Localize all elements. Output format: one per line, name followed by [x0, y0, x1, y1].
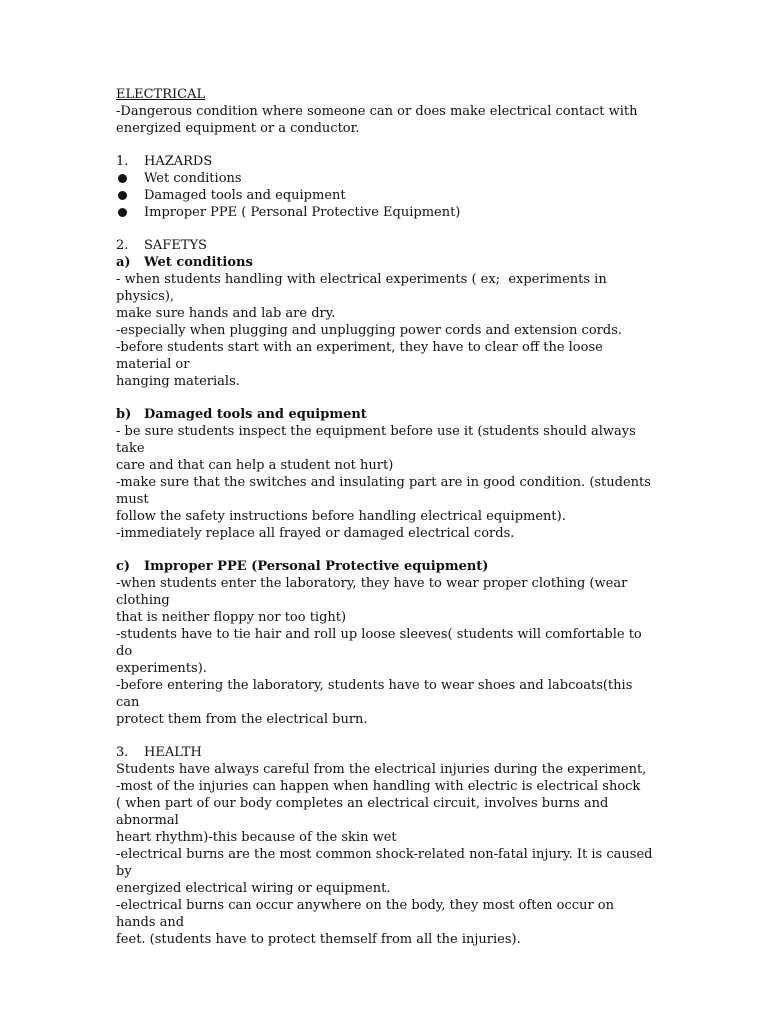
bullet-icon: [118, 208, 127, 217]
document-page: [116, 86, 656, 948]
paragraph-line: - when students handling with electrical experiments ( ex; experiments in physics),: [116, 272, 611, 304]
paragraph-line: -before students start with an experiment, they have to clear off the loose material or: [116, 340, 607, 372]
section-heading-health: [116, 744, 656, 761]
paragraph-line: experiments).: [116, 661, 207, 676]
paragraph-line: feet. (students have to protect themself from all the injuries).: [116, 932, 521, 947]
list-item-text: Improper PPE ( Personal Protective Equipment): [144, 205, 461, 220]
document-title: ELECTRICAL: [116, 87, 206, 102]
subsection-title: Improper PPE (Personal Protective equipment): [144, 559, 489, 574]
section-number: 2.: [116, 238, 129, 253]
paragraph-line: ( when part of our body completes an electrical circuit, involves burns and abnormal: [116, 796, 613, 828]
section-heading-hazards: [116, 153, 656, 170]
paragraph-line: -immediately replace all frayed or damaged electrical cords.: [116, 526, 515, 541]
paragraph-line: -electrical burns can occur anywhere on the body, they most often occur on hands and: [116, 898, 619, 930]
subsection-title: Wet conditions: [144, 255, 253, 270]
section-title: HAZARDS: [144, 154, 213, 169]
paragraph-line: energized electrical wiring or equipment.: [116, 881, 391, 896]
intro-line: -Dangerous condition where someone can or does make electrical contact with: [116, 104, 638, 119]
intro-line: energized equipment or a conductor.: [116, 121, 360, 136]
paragraph-line: protect them from the electrical burn.: [116, 712, 368, 727]
paragraph-line: -students have to tie hair and roll up loose sleeves( students will comfortable to do: [116, 627, 646, 659]
paragraph-line: make sure hands and lab are dry.: [116, 306, 336, 321]
section-heading-safetys: [116, 237, 656, 254]
paragraph-line: heart rhythm)-this because of the skin wet: [116, 830, 397, 845]
paragraph-line: -especially when plugging and unplugging power cords and extension cords.: [116, 323, 622, 338]
subsection-heading: [116, 254, 656, 271]
paragraph-line: follow the safety instructions before handling electrical equipment).: [116, 509, 566, 524]
subsection-letter: a): [116, 255, 131, 270]
paragraph-line: -when students enter the laboratory, they have to wear proper clothing (wear clothing: [116, 576, 632, 608]
paragraph-line: that is neither floppy nor too tight): [116, 610, 347, 625]
list-item: [116, 170, 656, 187]
subsection-heading: [116, 558, 656, 575]
subsection-letter: c): [116, 559, 131, 574]
list-item: [116, 187, 656, 204]
subsection-heading: [116, 406, 656, 423]
bullet-icon: [118, 174, 127, 183]
list-item: [116, 204, 656, 221]
paragraph-line: -make sure that the switches and insulating part are in good condition. (students must: [116, 475, 656, 507]
section-number: 1.: [116, 154, 129, 169]
paragraph-line: -before entering the laboratory, students have to wear shoes and labcoats(this can: [116, 678, 637, 710]
paragraph-line: Students have always careful from the electrical injuries during the experiment,: [116, 762, 647, 777]
subsection-title: Damaged tools and equipment: [144, 407, 367, 422]
paragraph-line: - be sure students inspect the equipment before use it (students should always take: [116, 424, 640, 456]
section-title: HEALTH: [144, 745, 202, 760]
bullet-icon: [118, 191, 127, 200]
list-item-text: Wet conditions: [144, 171, 242, 186]
list-item-text: Damaged tools and equipment: [144, 188, 346, 203]
subsection-letter: b): [116, 407, 132, 422]
paragraph-line: hanging materials.: [116, 374, 240, 389]
paragraph-line: -electrical burns are the most common shock-related non-fatal injury. It is caused by: [116, 847, 657, 879]
section-title: SAFETYS: [144, 238, 207, 253]
paragraph-line: -most of the injuries can happen when handling with electric is electrical shock: [116, 779, 641, 794]
section-number: 3.: [116, 745, 129, 760]
paragraph-line: care and that can help a student not hurt): [116, 458, 394, 473]
